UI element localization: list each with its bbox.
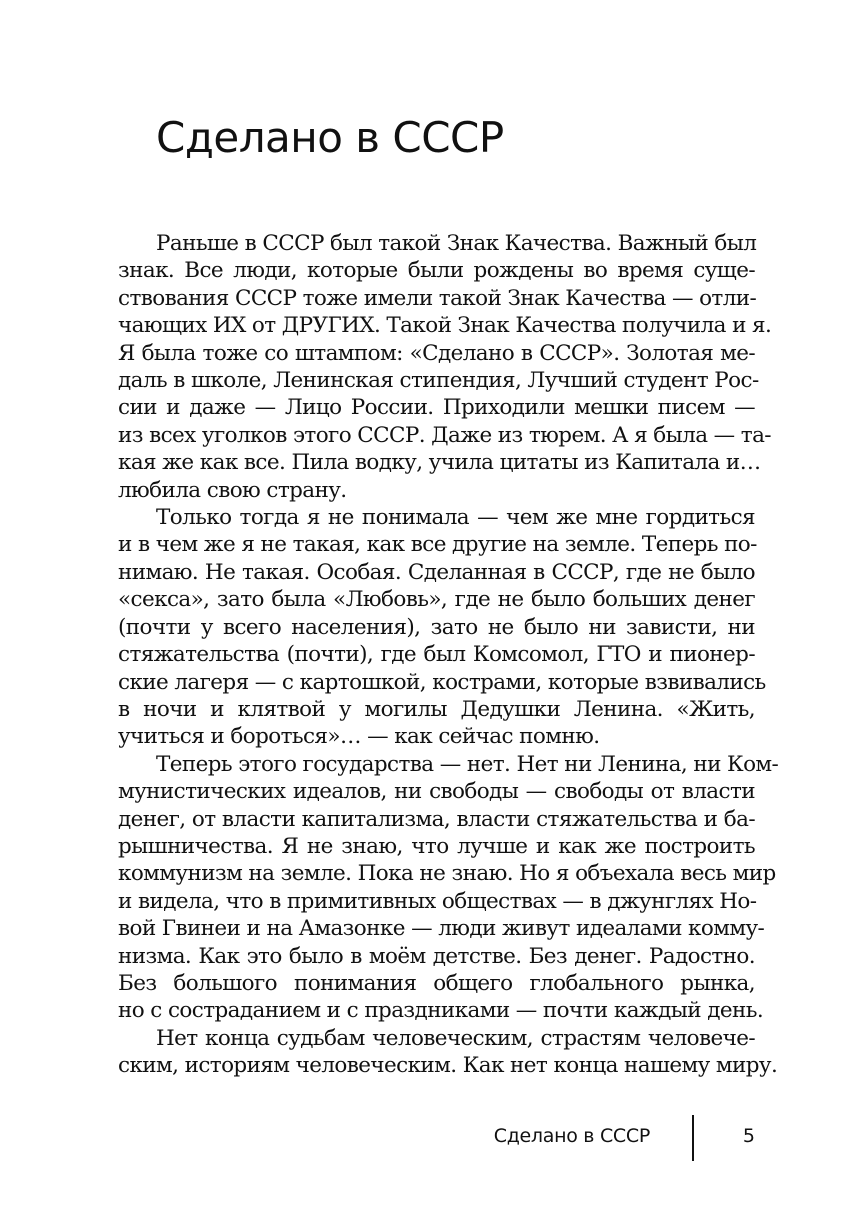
text-line: коммунизм на земле. Пока не знаю. Но я объехала весь мир (118, 861, 776, 887)
footer-divider (692, 1115, 694, 1161)
text-line: Без большого понимания общего глобального рынка, (118, 970, 755, 996)
body-text (118, 230, 779, 1080)
paragraph (118, 751, 779, 1025)
text-line: мунистических идеалов, ни свободы — свободы от власти (118, 779, 755, 805)
text-line: в ночи и клятвой у могилы Дедушки Ленина. «Жить, (118, 696, 755, 722)
text-line: даль в школе, Ленинская стипендия, Лучший студент Рос- (118, 368, 759, 394)
text-line: чающих ИХ от ДРУГИХ. Такой Знак Качества получила и я. (118, 313, 772, 339)
text-line: Нет конца судьбам человеческим, страстям человече- (156, 1025, 755, 1051)
text-line: ским, историям человеческим. Как нет конца нашему миру. (118, 1053, 778, 1079)
text-line: денег, от власти капитализма, власти стяжательства и ба- (118, 806, 755, 832)
text-line: ствования СССР тоже имели такой Знак Качества — отли- (118, 285, 757, 311)
text-line: сии и даже — Лицо России. Приходили мешки писем — (118, 395, 755, 421)
text-line: Теперь этого государства — нет. Нет ни Ленина, ни Ком- (156, 751, 779, 777)
page-footer (0, 1115, 856, 1161)
text-line: Я была тоже со штампом: «Сделано в СССР». Золотая ме- (118, 340, 755, 366)
text-line: учиться и бороться»… — как сейчас помню. (118, 724, 600, 750)
text-line: вой Гвинеи и на Амазонке — люди живут идеалами комму- (118, 916, 765, 942)
paragraph (118, 230, 772, 504)
text-line: знак. Все люди, которые были рождены во время суще- (118, 258, 755, 284)
text-line: нимаю. Не такая. Особая. Сделанная в СССР, где не было (118, 559, 755, 585)
text-line: Только тогда я не понимала — чем же мне гордиться (156, 505, 755, 531)
chapter-title: Сделано в СССР (156, 113, 504, 162)
paragraph (118, 1025, 778, 1080)
running-title: Сделано в СССР (493, 1125, 650, 1147)
page-number: 5 (742, 1125, 755, 1147)
text-line: любила свою страну. (118, 477, 347, 503)
text-line: и в чем же я не такая, как все другие на земле. Теперь по- (118, 532, 757, 558)
text-line: «секса», зато была «Любовь», где не было больших денег (118, 587, 755, 613)
paragraph (118, 504, 766, 751)
text-line: и видела, что в примитивных обществах — в джунглях Но- (118, 888, 757, 914)
text-line: кая же как все. Пила водку, учила цитаты из Капитала и… (118, 450, 761, 476)
text-line: низма. Как это было в моём детстве. Без денег. Радостно. (118, 943, 755, 969)
text-line: ские лагеря — с картошкой, кострами, которые взвивались (118, 669, 766, 695)
text-line: (почти у всего населения), зато не было ни зависти, ни (118, 614, 755, 640)
text-line: но с состраданием и с праздниками — почти каждый день. (118, 998, 764, 1024)
text-line: рышничества. Я не знаю, что лучше и как же построить (118, 833, 755, 859)
text-line: стяжательства (почти), где был Комсомол, ГТО и пионер- (118, 642, 755, 668)
text-line: Раньше в СССР был такой Знак Качества. Важный был (156, 231, 757, 256)
text-line: из всех уголков этого СССР. Даже из тюрем. А я была — та- (118, 422, 771, 448)
